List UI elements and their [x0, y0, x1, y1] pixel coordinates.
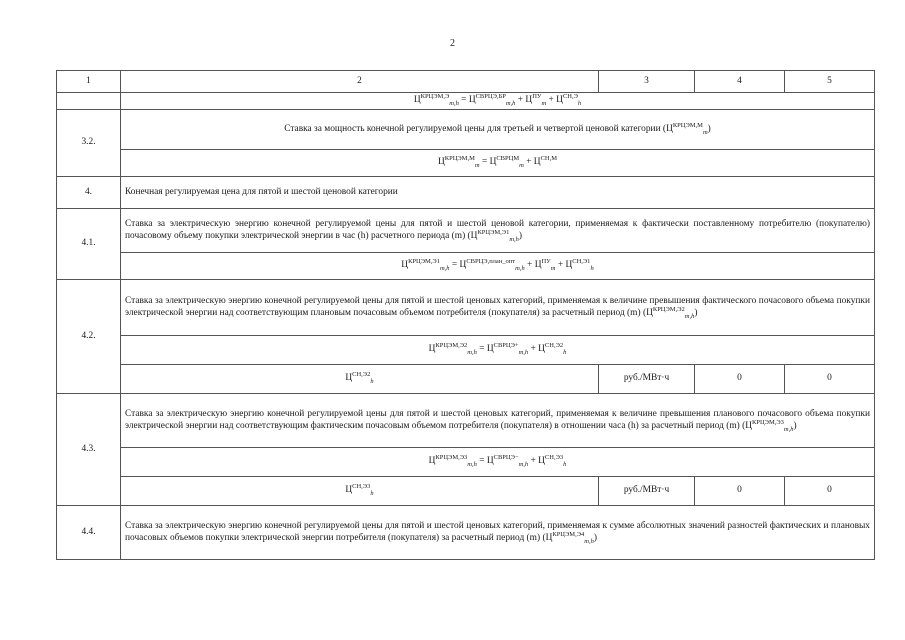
- section-text: Конечная регулируемая цена для пятой и шестой ценовой категории: [121, 177, 875, 209]
- unit: руб./МВт·ч: [599, 477, 695, 506]
- section-text: Ставка за электрическую энергию конечной регулируемой цены для пятой и шестой ценовых категорий, применяемая к сумме абсолютных значений разностей фактических и плановых почасовых объемов покупки электрической энергии потребителя (покупателя) за расчетный период (m) $(Ц^{КРЦЭМ,Э4}_{m,h})$: [121, 506, 875, 560]
- section-number: 4.2.: [57, 280, 121, 394]
- formula: $Ц^{КРЦЭМ,Э}_{m,h} = Ц^{СВРЦЭ,БР}_{m,h} + Ц^{ПУ}_m + Ц^{СН,Э}_h$: [121, 93, 875, 110]
- section-row: [57, 394, 875, 448]
- value-col4: 0: [695, 365, 785, 394]
- section-row: [57, 209, 875, 253]
- section-row: [57, 177, 875, 209]
- unit: руб./МВт·ч: [599, 365, 695, 394]
- formula: $Ц^{КРЦЭМ,Э2}_{m,h} = Ц^{СВРЦЭ+}_{m,h} + Ц^{СН,Э2}_h$: [121, 336, 875, 365]
- tariff-table: [56, 70, 875, 560]
- section-number: 3.2.: [57, 110, 121, 177]
- section-text: Ставка за мощность конечной регулируемой цены для третьей и четвертой ценовой категории $(Ц^{КРЦЭМ,М}_m)$: [121, 110, 875, 150]
- formula: $Ц^{КРЦЭМ,Э1}_{m,h} = Ц^{СВРЦЭ,план\_опт}_{m,h} + Ц^{ПУ}_m + Ц^{СН,Э1}_h$: [121, 253, 875, 280]
- formula-row: [57, 253, 875, 280]
- value-symbol: $Ц^{СН,Э3}_h$: [121, 477, 599, 506]
- col-header-3: 3: [599, 71, 695, 93]
- col-header-4: 4: [695, 71, 785, 93]
- section-text: Ставка за электрическую энергию конечной регулируемой цены для пятой и шестой ценовой категории, применяемая к фактически поставленному потребителю (покупателю) почасовому объему покупки электрической энергии в час (h) расчетного периода (m) $(Ц^{КРЦЭМ,Э1}_{m,h})$: [121, 209, 875, 253]
- formula-row: [57, 150, 875, 177]
- formula-row: [57, 336, 875, 365]
- section-row: [57, 280, 875, 336]
- section-number: 4.3.: [57, 394, 121, 506]
- formula: $Ц^{КРЦЭМ,М}_m = Ц^{СВРЦМ}_m + Ц^{СН,М}$: [121, 150, 875, 177]
- section-row: [57, 506, 875, 560]
- formula: $Ц^{КРЦЭМ,Э3}_{m,h} = Ц^{СВРЦЭ-}_{m,h} + Ц^{СН,Э3}_h$: [121, 448, 875, 477]
- value-row: [57, 477, 875, 506]
- value-col4: 0: [695, 477, 785, 506]
- value-col5: 0: [785, 365, 875, 394]
- section-number: 4.4.: [57, 506, 121, 560]
- value-col5: 0: [785, 477, 875, 506]
- section-number: 4.: [57, 177, 121, 209]
- section-row: [57, 110, 875, 150]
- section-text: Ставка за электрическую энергию конечной регулируемой цены для пятой и шестой ценовых категорий, применяемая к величине превышения планового почасового объема покупки электрической энергии над соответствующим фактическим почасовым объемом потребителя (покупателя) в отношении часа (h) за расчетный период (m) $(Ц^{КРЦЭМ,Э3}_{m,h})$: [121, 394, 875, 448]
- formula-row: [57, 93, 875, 110]
- page-number: 2: [450, 38, 455, 49]
- header-row: [57, 71, 875, 93]
- col-header-1: 1: [57, 71, 121, 93]
- section-number: 4.1.: [57, 209, 121, 280]
- value-symbol: $Ц^{СН,Э2}_h$: [121, 365, 599, 394]
- section-text: Ставка за электрическую энергию конечной регулируемой цены для пятой и шестой ценовых категорий, применяемая к величине превышения фактического почасового объема покупки электрической энергии над соответствующим плановым почасовым объемом потребителя (покупателя) за расчетный период (m) $(Ц^{КРЦЭМ,Э2}_{m,h})$: [121, 280, 875, 336]
- value-row: [57, 365, 875, 394]
- col-header-5: 5: [785, 71, 875, 93]
- col-header-2: 2: [121, 71, 599, 93]
- formula-row: [57, 448, 875, 477]
